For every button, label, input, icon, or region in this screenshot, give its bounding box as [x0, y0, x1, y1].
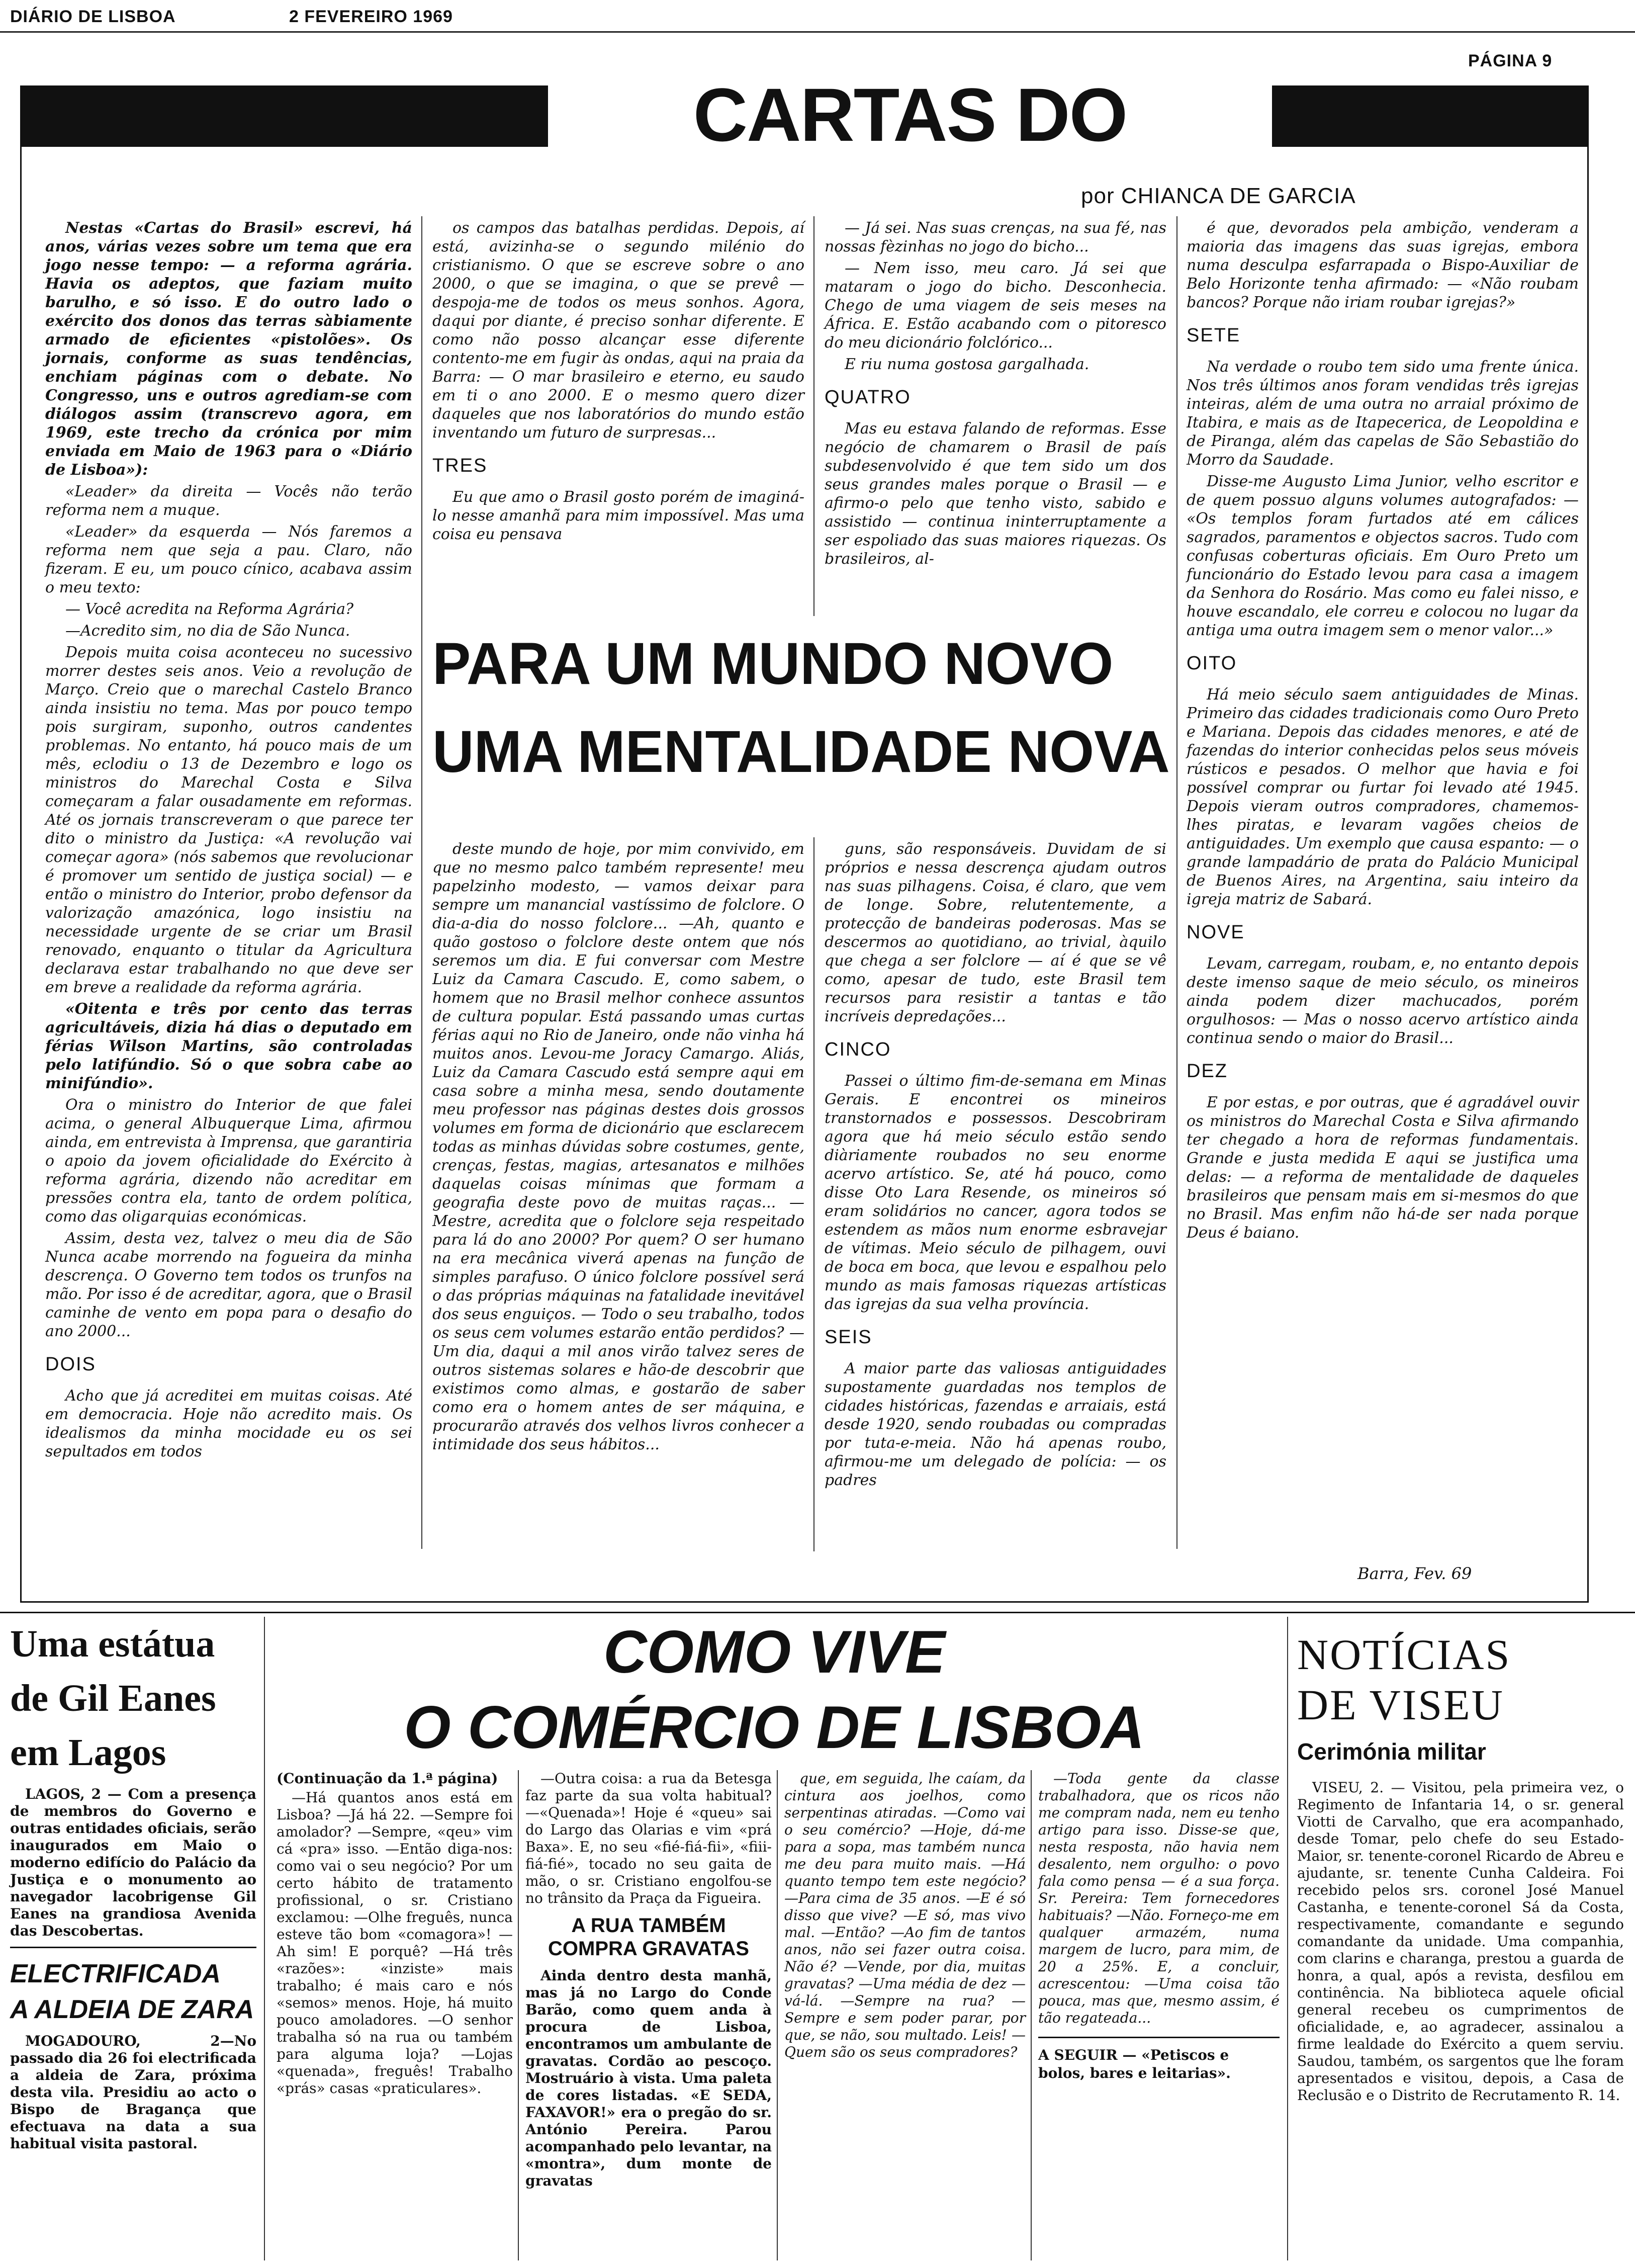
- paragraph: —Toda gente da classe trabalhadora, que os ricos não me compram nada, nem eu tenho artigo para isso. Disse-se que, nesta resposta, não havia nem desalento, nem orgulho: o povo fala como pensa — é a sua força. Sr. Pereira: Tem fornecedores habituais? —Não. Forneço-me em qualquer armazém, numa margem de lucro, para mim, de 20 a 25%. E, a concluir, acrescentou: —Uma coisa tão pouca, mas que, mesmo assim, é tão regateada...: [1038, 1770, 1280, 2026]
- a-seguir-box: [1038, 2037, 1280, 2082]
- column-divider: [518, 1770, 519, 2260]
- section-heading-oito: OITO: [1187, 653, 1237, 674]
- paragraph: LAGOS, 2 — Com a presença de membros do Governo e outras entidades oficiais, serão inaugurados em Maio o moderno edifício do Palácio da Justiça e o monumento ao navegador lacobrigense Gil Eanes na grandiosa Avenida das Descobertas.: [10, 1786, 256, 1939]
- a-seguir-label: A SEGUIR: [1038, 2047, 1118, 2063]
- viseu-title-1: NOTÍCIAS: [1297, 1630, 1511, 1679]
- paragraph: Disse-me Augusto Lima Junior, velho escritor e de quem possuo alguns volumes autografados: — «Os templos foram furtados até em cálices sagrados, paramentos e objectos sacros. Tudo com confusas coberturas oficiais. Em Ouro Preto um funcionário do Estado levou para casa a imagem da Senhora do Rosário. Mas como eu falei nisso, e houve escandalo, ele correu e colocou no lugar da antiga uma outra imagem sem o menor valor...»: [1187, 473, 1579, 639]
- paragraph: «Leader» da direita — Vocês não terão reforma nem a muque.: [45, 483, 412, 519]
- paragraph: Depois muita coisa aconteceu no sucessivo morrer destes seis anos. Veio a revolução de Março. Creio que o marechal Castelo Branco ainda insistiu no tema. Mas por pouco tempo pois surgiram, suponho, outros candentes problemas. No entanto, há pouco mais de um mês, eclodiu o 13 de Dezembro e logo os ministros do Marechal Costa e Silva começaram a falar ousadamente em reformas. Até os jornais transcreveram o que parece ter dito o ministro da Justiça: «A revolução vai começar agora» (nós sabemos que revolucionar é promover um sentido de justiça social) — e então o ministro do Interior, probo defensor da valorização amazónica, logo insistiu na necessidade urgente de se criar um Brasil renovado, enquanto o titular da Agricultura declarava estar trabalhando no que deve ser em breve a realidade da reforma agrária.: [45, 644, 412, 996]
- comercio-title-2: O COMÉRCIO DE LISBOA: [404, 1694, 1145, 1761]
- byline: por CHIANCA DE GARCIA: [1081, 184, 1356, 208]
- feature-column-3: [825, 219, 1166, 571]
- column-divider: [813, 216, 814, 616]
- paragraph: Mas eu estava falando de reformas. Esse negócio de chamarem o Brasil de país subdesenvolvido é que tem sido um dos seus grandes males porque o Brasil — e afirmo-o pelo que tenho visto, sabido e assistido — continua ininterruptamente a ser espoliado das suas maiores riquezas. Os brasileiros, al-: [825, 420, 1166, 568]
- paragraph: E riu numa gostosa gargalhada.: [845, 356, 1089, 373]
- section-heading-tres: TRES: [432, 455, 488, 476]
- paragraph: Passei o último fim-de-semana em Minas Gerais. E encontrei os mineiros transtornados e possessos. Descobriram agora que há meio século estão sendo diàriamente roubados no seu enorme acervo artístico. Se, até há pouco, como disse Oto Lara Resende, os mineiros só eram solidários no cancer, agora todos se estendem as mãos num enorme esbravejar de vítimas. Meio século de pilhagem, ouvi de boca em boca, que levou e espalhou pelo mundo as mais famosas riquezas artísticas das igrejas da sua velha província.: [825, 1072, 1166, 1313]
- section-heading-nove: NOVE: [1187, 922, 1245, 943]
- signoff: Barra, Fev. 69: [1357, 1564, 1472, 1583]
- newspaper-name: DIÁRIO DE LISBOA: [10, 7, 176, 26]
- paragraph: MOGADOURO, 2—No passado dia 26 foi electrificada a aldeia de Zara, próxima desta vila. Presidiu ao acto o Bispo de Bragança que efectuava na data a sua habitual visita pastoral.: [10, 2033, 256, 2152]
- paragraph: Levam, carregam, roubam, e, no entanto depois deste imenso saque de meio século, os mineiros ainda podem dizer machucados, porém orgulhosos: — Mas o nosso acervo artístico ainda continua sendo o maior do Brasil...: [1187, 955, 1579, 1047]
- paragraph: os campos das batalhas perdidas. Depois, aí está, avizinha-se o segundo milénio do cristianismo. O que se escreve sobre o ano 2000, o que se imagina, o que se prevê — despoja-me de todos os meus sonhos. Agora, daqui por diante, é preciso sonhar diferente. E como não posso alcançar esse diferente contento-me em fugir às ondas, aqui na praia da Barra: — O mar brasileiro e eterno, eu saudo em ti o ano 2000. E o mesmo quero dizer daqueles que nos laboratórios do mundo estão inventando um futuro de surpresas...: [432, 219, 804, 442]
- column-divider: [777, 1770, 778, 2260]
- column-divider: [813, 837, 814, 1551]
- paragraph: A maior parte das valiosas antiguidades supostamente guardadas nos templos de cidades históricas, fazendas e arraiais, está desde 1920, sendo roubadas ou compradas por tuta-e-meia. Não há apenas roubo, afirmou-me um delegado de polícia: — os padres: [825, 1360, 1166, 1489]
- comercio-column-1: [277, 1770, 513, 2099]
- column-divider: [264, 1617, 265, 2260]
- paragraph: Ainda dentro desta manhã, mas já no Largo do Conde Barão, como quem anda à procura de Lisboa, encontramos um ambulante de gravatas. Cordão ao pescoço. Mostruário à vista. Uma paleta de cores listadas. «E SEDA, FAXAVOR!» era o pregão do sr. António Pereira. Parou acompanhado pelo levantar, na «montra», dum monte de gravatas: [525, 1967, 772, 2189]
- comercio-column-4: [1038, 1770, 1280, 2082]
- zara-title-2: A ALDEIA DE ZARA: [10, 1995, 254, 2024]
- paragraph: —Acredito sim, no dia de São Nunca.: [65, 622, 350, 640]
- story-rule: [10, 1947, 256, 1948]
- section-heading-cinco: CINCO: [825, 1039, 891, 1060]
- section-heading-quatro: QUATRO: [825, 387, 911, 408]
- paragraph: Eu que amo o Brasil gosto porém de imaginá-lo nesse amanhã para mim impossível. Mas uma coisa eu pensava: [432, 488, 804, 543]
- paragraph: Nestas «Cartas do Brasil» escrevi, há anos, várias vezes sobre um tema que era jogo nesse tempo: — a reforma agrária. Havia os adeptos, que faziam muito barulho, e só isso. E do outro lado o exército dos donos das terras sàbiamente armado de eficientes «pistolões». Os jornais, conforme as suas tendências, enchiam páginas com o debate. No Congresso, uns e outros agrediam-se com diálogos assim (transcrevo agora, em 1969, este trecho da crónica por mim enviada em Maio de 1963 para o «Diário de Lisboa»):: [45, 219, 412, 479]
- a-seguir-text: — «Petiscos e bolos, bares e leitarias».: [1038, 2047, 1231, 2081]
- section-rule: [0, 1612, 1635, 1613]
- paragraph: VISEU, 2. — Visitou, pela primeira vez, o Regimento de Infantaria 14, o sr. general Viotti de Carvalho, que era acompanhado, desde Tomar, pelo chefe do seu Estado-Maior, sr. tenente-coronel Ricardo de Abreu e ajudante, sr. tenente Cunha Caldeira. Foi recebido pelos srs. coronel José Manuel Castanha, e tenente-coronel Sá da Costa, respectivamente, comandante e segundo comandante da unidade. Uma companhia, com clarins e charanga, prestou a guarda de honra, a qual, após a revista, desfilou em continência. Na biblioteca aquele oficial general recebeu os cumprimentos de oficialidade, e, ao agradecer, assinalou a firme lealdade do Exército a quem serviu. Saudou, também, os sargentos que lhe foram apresentados e visitou, depois, a Casa de Reclusão e o Distrito de Recrutamento R. 14.: [1297, 1779, 1624, 2104]
- paragraph: «Oitenta e três por cento das terras agricultáveis, dizia há dias o deputado em férias Wilson Martins, são controladas pelo latifúndio. Só o que sobra cabe ao minifúndio».: [45, 1000, 412, 1092]
- feature-column-2: [432, 219, 804, 547]
- comercio-title-1: COMO VIVE: [603, 1618, 946, 1686]
- gil-title-3: em Lagos: [10, 1731, 166, 1774]
- paragraph: Ora o ministro do Interior de que falei acima, o general Albuquerque Lima, afirmou ainda, em entrevista à Imprensa, que garantiria o apoio da jovem oficialidade do Exército à reforma agrária, dizendo não acreditar em pressões contra ela, tanto de ordem política, como das oligarquias económicas.: [45, 1096, 412, 1226]
- feature-column-1: [45, 219, 412, 1464]
- paragraph: —Outra coisa: a rua da Betesga faz parte da sua volta habitual? —«Quenada»! Hoje é «queu» sai do Largo das Olarias e vim «prá Baxa». E, no seu «fié-fiá-fii», «fiii-fiá-fié», tocado no seu gaita de mão, o sr. Cristiano engolfou-se no trânsito da Praça da Figueira.: [525, 1770, 772, 1906]
- gil-title-1: Uma estátua: [10, 1623, 215, 1665]
- paragraph: que, em seguida, lhe caíam, da cintura aos joelhos, como serpentinas atiradas. —Como vai o seu comércio? —Hoje, dá-me para a sopa, mas também nunca me deu para muito mais. —Há quanto tempo tem este negócio? —Para cima de 35 anos. —E é só disso que vive? —E só, mas vivo mal. —Então? —Ao fim de tantos anos, não sei fazer outra coisa. Não é? —Vende, por dia, muitas gravatas? —Uma média de dez — vá-lá. —Sempre na rua? —Sempre e sem poder parar, por que, se não, sou multado. Leis! —Quem são os seus compradores?: [784, 1770, 1026, 2060]
- feature-banner: [20, 85, 1589, 147]
- paragraph: — Já sei. Nas suas crenças, na sua fé, nas nossas fèzinhas no jogo do bicho...: [825, 219, 1166, 255]
- paragraph: «Leader» da esquerda — Nós faremos a reforma nem que seja a pau. Claro, não fizeram. E eu, um pouco cínico, acabava assim o meu texto:: [45, 523, 412, 596]
- subheading: A RUA TAMBÉM COMPRA GRAVATAS: [548, 1914, 749, 1960]
- paragraph: — Nem isso, meu caro. Já sei que mataram o jogo do bicho. Desconhecia. Chego de uma viagem de seis meses na África. E. Estão acabando com o pitoresco do meu dicionário folclórico...: [825, 259, 1166, 352]
- headline-line-2: UMA MENTALIDADE NOVA: [432, 719, 1170, 785]
- paragraph: —Há quantos anos está em Lisboa? —Já há 22. —Sempre foi amolador? —Sempre, «qeu» vim cá «pra» isso. —Então diga-nos: como vai o seu negócio? Por um certo hábito de tratamento profissional, o sr. Cristiano exclamou: —Olhe freguês, nunca esteve tão bom «comagora»! —Ah sim! E porquê? —Há três «razões»: «inziste» mais trabalho; é mais caro e nós «semos» menos. Hoje, há muito pouco amoladores. —O senhor trabalha só na rua ou também para alguma loja? —Lojas «quenada», freguês! Trabalho «prás» casas «praticulares».: [277, 1789, 513, 2097]
- section-heading-dez: DEZ: [1187, 1061, 1228, 1082]
- column-divider: [421, 216, 422, 1549]
- feature-column-3-bottom: [825, 840, 1166, 1493]
- gil-eanes-story: [10, 1617, 256, 2154]
- continuation-note: (Continuação da 1.ª página): [277, 1770, 498, 1787]
- issue-date: 2 FEVEREIRO 1969: [289, 7, 453, 26]
- headline-line-1: PARA UM MUNDO NOVO: [432, 631, 1114, 697]
- paragraph: Na verdade o roubo tem sido uma frente única. Nos três últimos anos foram vendidas três igrejas inteiras, além de uma outra no arraial próximo de Itabira, e mais as de Itapecerica, de Leopoldina e de Piranga, além das capelas de São Sebastião do Morro da Saudade.: [1187, 358, 1579, 469]
- comercio-column-2: [525, 1770, 772, 2192]
- comercio-column-3: [784, 1770, 1026, 2063]
- viseu-title-2: DE VISEU: [1297, 1681, 1504, 1729]
- page-number: PÁGINA 9: [1468, 51, 1553, 70]
- paragraph: Assim, desta vez, talvez o meu dia de São Nunca acabe morrendo na fogueira da minha descrença. O Governo tem todos os trunfos na mão. Por isso é de acreditar, agora, que o Brasil caminhe de vento em popa para o desafio do ano 2000...: [45, 1230, 412, 1340]
- paragraph: E por estas, e por outras, que é agradável ouvir os ministros do Marechal Costa e Silva afirmando ter chegado a hora de reformas fundamentais. Grande e justa medida E aqui se justifica uma delas: — a reforma de mentalidade de daqueles brasileiros que pensam mais em si-mesmos do que no Brasil. Mas enfim não há-de ser nada porque Deus é baiano.: [1187, 1094, 1579, 1242]
- paragraph: — Você acredita na Reforma Agrária?: [65, 600, 354, 618]
- column-divider: [1176, 216, 1177, 1549]
- section-heading-sete: SETE: [1187, 325, 1241, 346]
- paragraph: é que, devorados pela ambição, venderam a maioria das imagens das suas igrejas, embora numa desculpa esfarrapada o Bispo-Auxiliar de Belo Horizonte tenha afirmado: — «Não roubam bancos? Porque não iriam roubar igrejas?»: [1187, 219, 1579, 311]
- viseu-subtitle: Cerimónia militar: [1297, 1738, 1486, 1765]
- gil-title-2: de Gil Eanes: [10, 1677, 216, 1719]
- column-divider: [1031, 1770, 1032, 2260]
- paragraph: Há meio século saem antiguidades de Minas. Primeiro das cidades tradicionais como Ouro Preto e Mariana. Depois das cidades menores, e até de fazendas do interior conhecidas pelos seus móveis rústicos e pesados. O melhor que havia e foi possível comprar ou furtar foi levado até 1945. Depois vieram outros compradores, chamemos-lhes piratas, e levaram vagões cheios de antiguidades. Um exemplo que causa espanto: — o grande lampadário de prata do Palácio Municipal de Buenos Aires, na Argentina, saiu inteiro da igreja matriz de Sabará.: [1187, 686, 1579, 908]
- feature-column-4: [1187, 219, 1579, 1245]
- feature-title: CARTAS DO: [548, 85, 1272, 147]
- zara-title-1: ELECTRIFICADA: [10, 1959, 221, 1988]
- viseu-story: [1297, 1629, 1624, 2106]
- header-rule: [0, 31, 1635, 33]
- paragraph: guns, são responsáveis. Duvidam de si próprios e nessa descrença ajudam outros nas suas pilhagens. Coisa, é claro, que vem de longe. Sobre, relutentemente, a protecção de bandeiras poderosas. Mas se descermos ao quotidiano, ao trivial, àquilo que chega a ser folclore — aí é que se vê como, apesar de tudo, este Brasil tem recursos para resistir a tantas e tão incríveis depredações...: [825, 840, 1166, 1025]
- paragraph: Acho que já acreditei em muitas coisas. Até em democracia. Hoje não acredito mais. Os idealismos da minha mocidade eu os sei sepultados em todos: [45, 1387, 412, 1460]
- feature-column-2-bottom: [432, 840, 804, 1457]
- section-heading-dois: DOIS: [45, 1354, 96, 1375]
- section-heading-seis: SEIS: [825, 1327, 872, 1348]
- paragraph: deste mundo de hoje, por mim convivido, em que no mesmo palco também represente! meu papelzinho modesto, — vamos deixar para sempre um manancial vastíssimo de folclore. O dia-a-dia do nosso folclore... —Ah, quanto e quão gostoso o folclore deste ontem que nós seremos um dia. E fui conversar com Mestre Luiz da Camara Cascudo. E, como sabem, o homem que no Brasil melhor conhece assuntos de cultura popular. Está passando umas curtas férias aqui no Rio de Janeiro, onde não vinha há muitos anos. Levou-me Joracy Camargo. Aliás, Luiz da Camara Cascudo está sempre aqui em casa sobre a minha mesa, sendo doutamente meu professor nas páginas destes dois grossos volumes em forma de dicionário que esclarecem todas as minhas dúvidas sobre costumes, gente, crenças, festas, magias, artesanatos e milhões daquelas coisas mínimas que formam a geografia deste povo de muitas raças... — Mestre, acredita que o folclore seja respeitado para lá do ano 2000? Por quem? O ser humano na era mecânica viverá apenas na função de simples parafuso. O único folclore possível será o das próprias máquinas na fatalidade inevitável dos seus enguiços. — Todo o seu trabalho, todos os seus cem volumes estarão então perdidos? — Um dia, daqui a mil anos virão talvez seres de outros sistemas solares e hão-de descobrir que existimos como almas, e gostarão de saber como era o homem antes de ser máquina, e procurarão através dos velhos livros conhecer a intimidade dos seus hábitos...: [432, 840, 804, 1453]
- column-divider: [1287, 1617, 1288, 2260]
